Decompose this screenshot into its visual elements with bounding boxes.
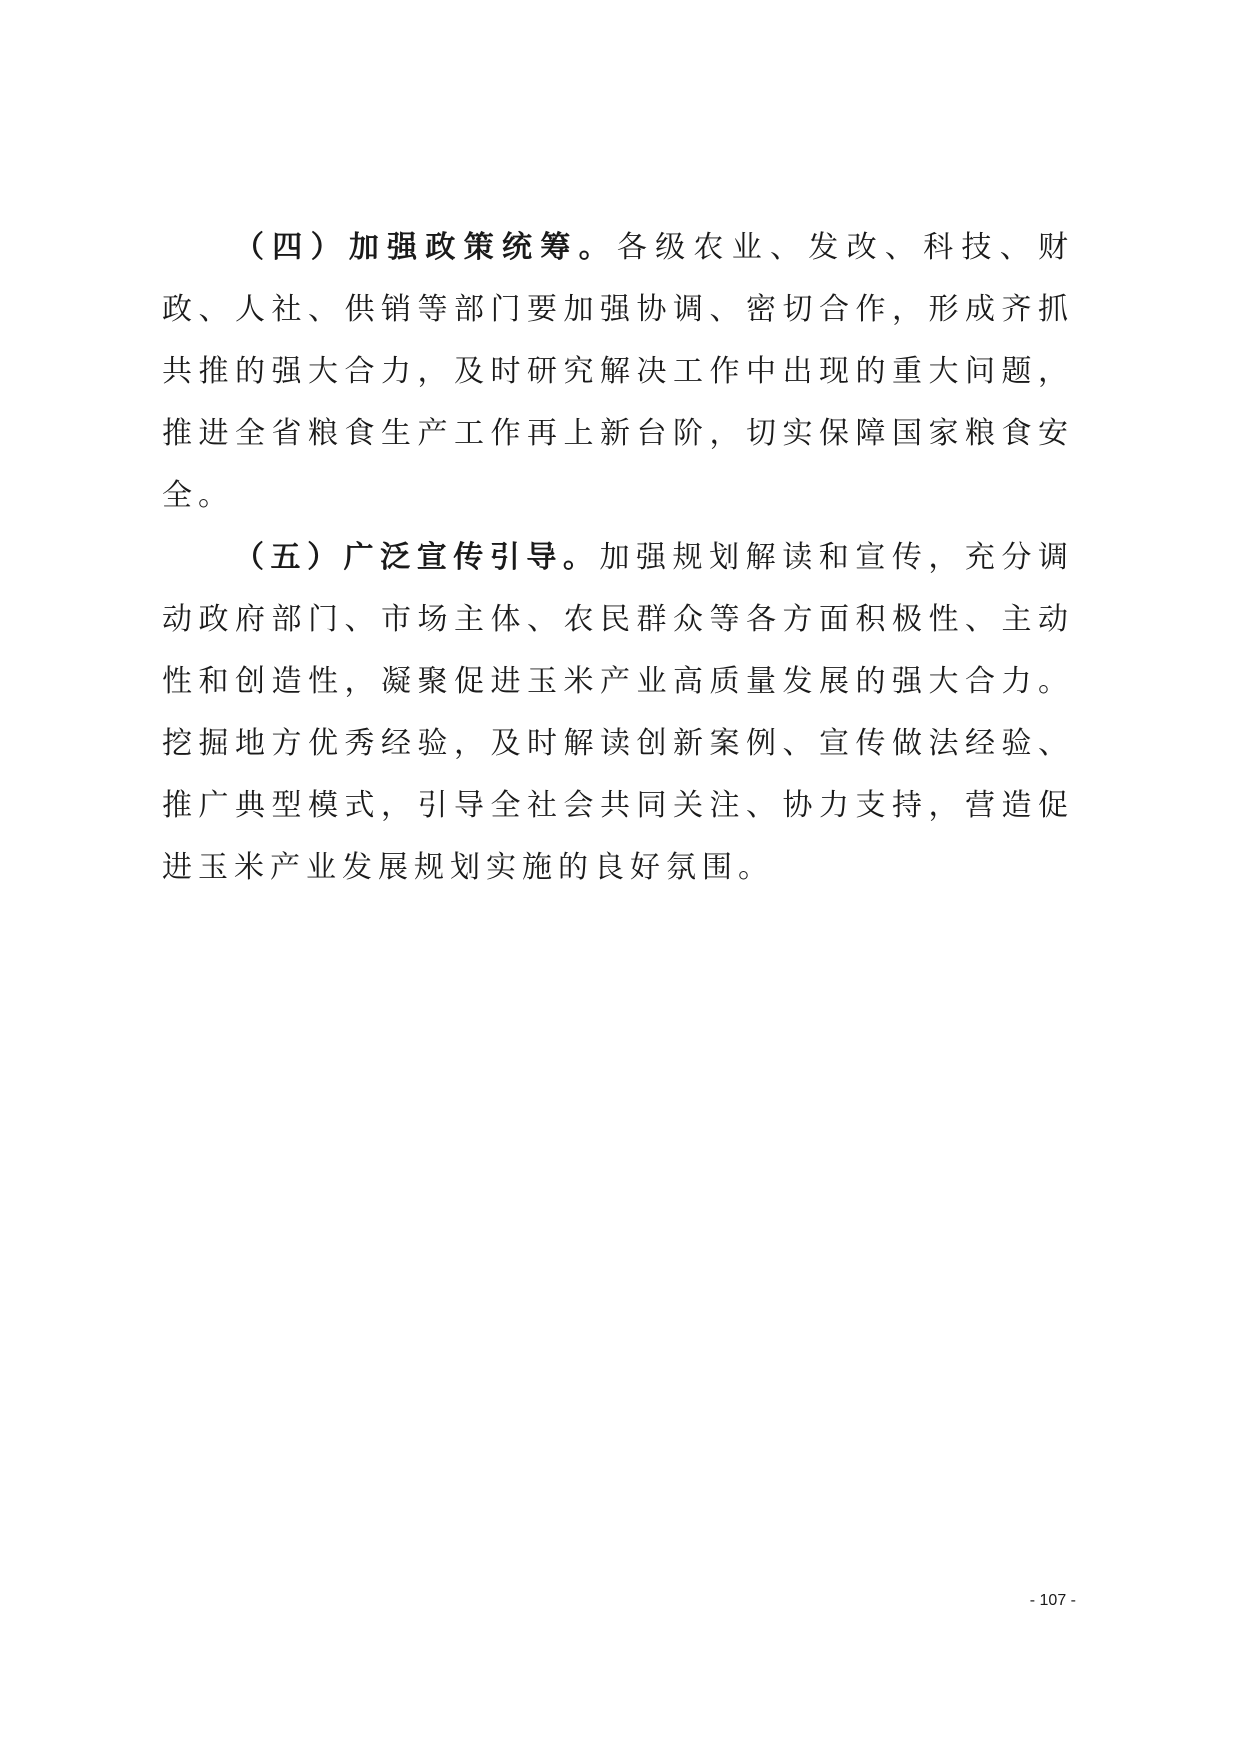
paragraph-publicity-guidance (162, 527, 1074, 899)
paragraph-heading: （四）加强政策统筹。 (234, 230, 617, 265)
document-body (162, 217, 1074, 899)
paragraph-text: 加强规划解读和宣传，充分调动政府部门、市场主体、农民群众等各方面积极性、主动性和创造性，凝聚促进玉米产业高质量发展的强大合力。挖掘地方优秀经验，及时解读创新案例、宣传做法经验、推广典型模式，引导全社会共同关注、协力支持，营造促进玉米产业发展规划实施的良好氛围。 (162, 540, 1075, 885)
paragraph-text: 各级农业、发改、科技、财政、人社、供销等部门要加强协调、密切合作，形成齐抓共推的强大合力，及时研究解决工作中出现的重大问题，推进全省粮食生产工作再上新台阶，切实保障国家粮食安全。 (162, 230, 1075, 513)
paragraph-heading: （五）广泛宣传引导。 (234, 540, 600, 575)
paragraph-policy-coordination (162, 217, 1074, 527)
page-number: - 107 - (1029, 1592, 1076, 1609)
